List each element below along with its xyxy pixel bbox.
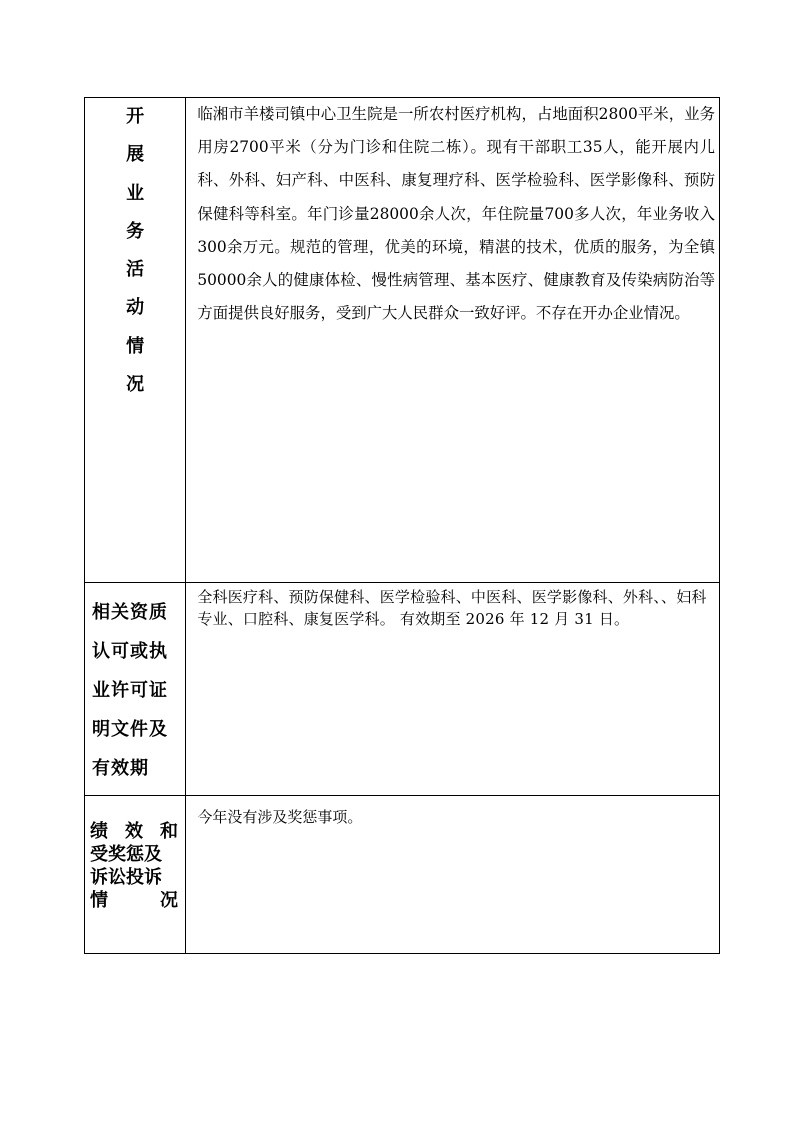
label-char: 业: [126, 182, 145, 204]
label-char: 情: [90, 890, 108, 911]
table-row-performance: [85, 796, 720, 954]
label-line: 认可或执: [92, 641, 168, 662]
label-char: 绩: [90, 821, 108, 842]
label-cell-qualifications: [85, 583, 186, 796]
label-line: 业许可证: [92, 680, 168, 701]
label-line: [90, 889, 178, 912]
content-cell-qualifications: [186, 583, 720, 796]
content-cell-performance: [186, 796, 720, 954]
label-line: 诉讼投诉: [90, 867, 162, 888]
label-char: 活: [126, 259, 145, 281]
label-cell-performance: [85, 796, 186, 954]
label-cell-business-activities: [85, 98, 186, 583]
info-table: [84, 97, 720, 954]
label-char: 务: [126, 220, 145, 242]
label-char: 开: [126, 106, 145, 127]
label-line: 明文件及: [92, 719, 168, 740]
row-label-performance: [85, 796, 185, 912]
label-char: 动: [126, 297, 145, 319]
table-row-qualifications: [85, 583, 720, 796]
label-char: 效: [125, 821, 143, 842]
label-line: 相关资质: [92, 602, 168, 623]
table-row-business-activities: [85, 98, 720, 583]
qualifications-text: 全科医疗科、预防保健科、医学检验科、中医科、医学影像科、外科、、妇科专业、口腔科、康复医学科。 有效期至 2026 年 12 月 31 日。: [197, 588, 707, 628]
label-char: 和: [160, 821, 178, 842]
performance-text: 今年没有涉及奖惩事项。: [197, 808, 363, 826]
row-label-qualifications: [85, 583, 185, 788]
label-char: 展: [126, 144, 145, 166]
content-cell-business-activities: [186, 98, 720, 583]
label-line: [90, 820, 178, 843]
label-char: 况: [160, 890, 178, 911]
label-char: 况: [126, 374, 145, 396]
label-line: 受奖惩及: [90, 844, 162, 865]
business-activities-text: 临湘市羊楼司镇中心卫生院是一所农村医疗机构，占地面积2800平米，业务用房2700平米（分为门诊和住院二栋）。现有干部职工35人，能开展内儿科、外科、妇产科、中医科、康复理疗科、医学检验科、医学影像科、预防保健科等科室。年门诊量28000余人次，年住院量700多人次，年业务收入300余万元。规范的管理，优美的环境，精湛的技术，优质的服务，为全镇50000余人的健康体检、慢性病管理、基本医疗、健康教育及传染病防治等方面提供良好服务，受到广大人民群众一致好评。不存在开办企业情况。: [197, 105, 715, 323]
row-label-business-activities: [85, 98, 185, 404]
label-char: 情: [126, 335, 145, 357]
label-line: 有效期: [92, 758, 149, 779]
